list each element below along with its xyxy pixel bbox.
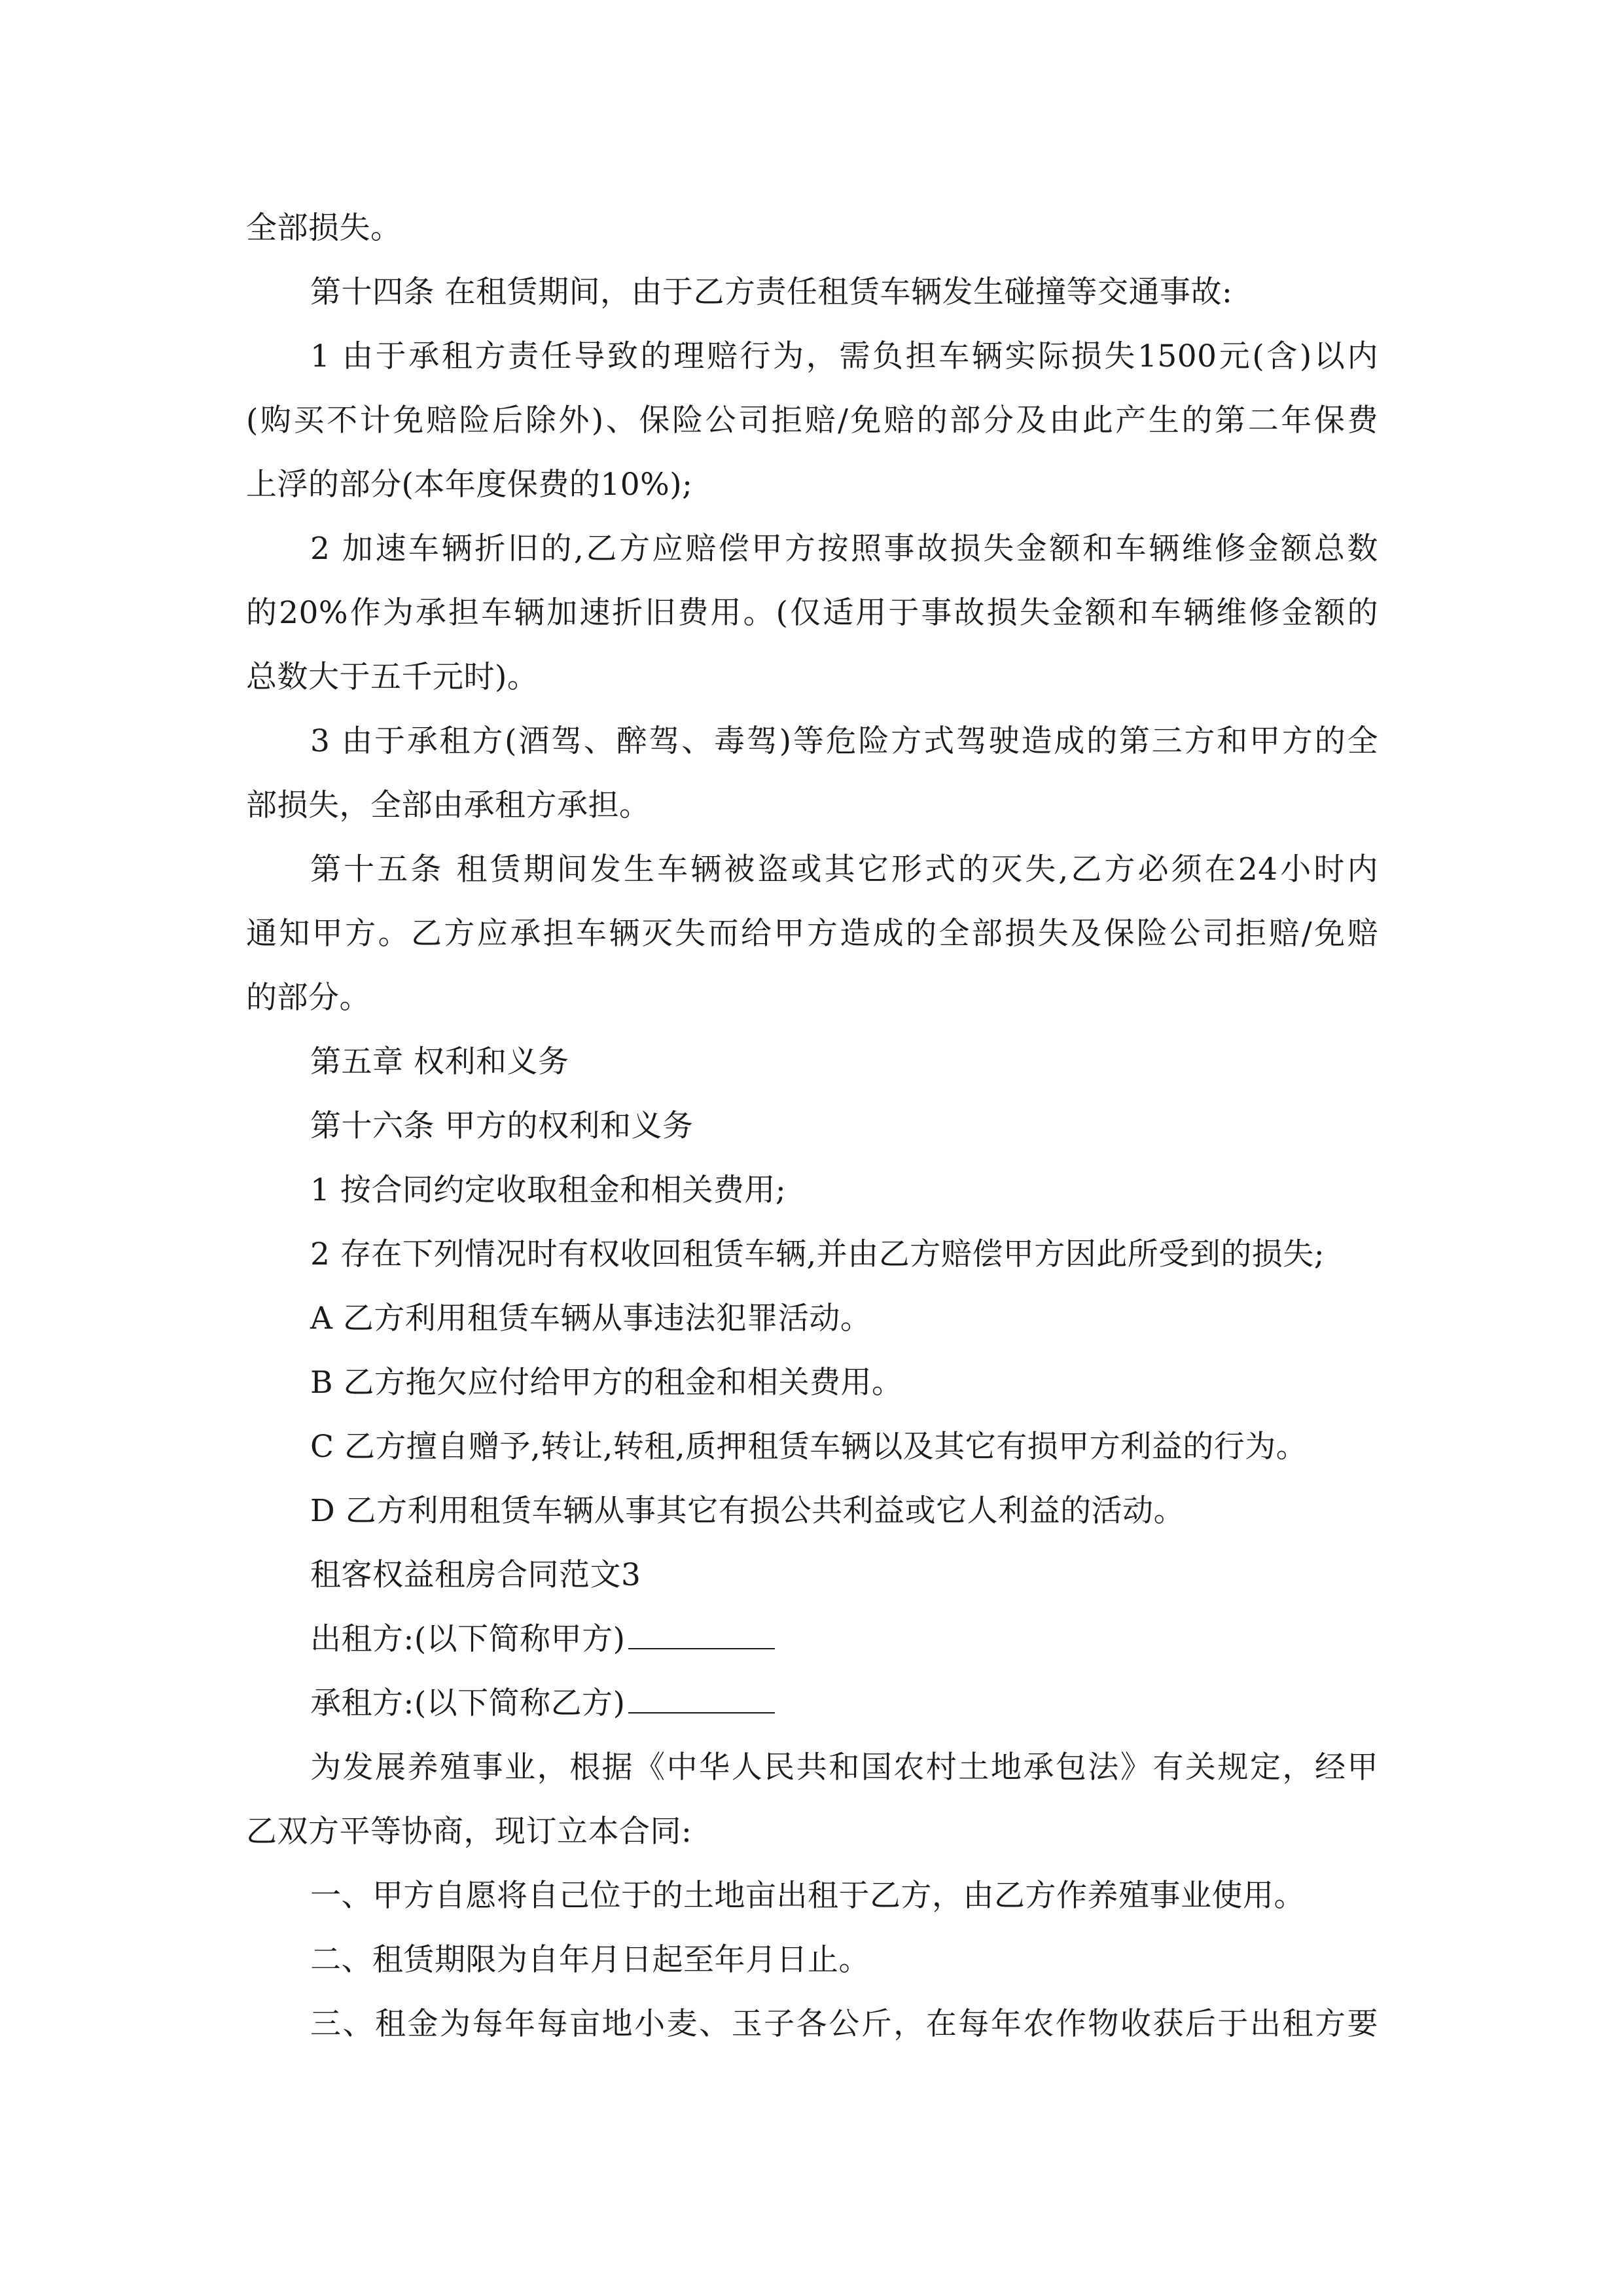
- list-item: D 乙方利用租赁车辆从事其它有损公共利益或它人利益的活动。: [310, 1493, 1185, 1529]
- article-15-heading: 第十五条 租赁期间发生车辆被盗或其它形式的灭失,乙方必须在24小时内: [310, 852, 1378, 888]
- text-line: 的部分。: [246, 980, 370, 1016]
- text-line: 上浮的部分(本年度保费的10%);: [246, 467, 693, 503]
- chapter-5-heading: 第五章 权利和义务: [310, 1044, 569, 1080]
- lessor-line: [246, 1607, 1378, 1672]
- lessor-label: 出租方:(以下简称甲方): [310, 1621, 626, 1657]
- list-item: 2 存在下列情况时有权收回租赁车辆,并由乙方赔偿甲方因此所受到的损失;: [310, 1236, 1325, 1272]
- list-item: A 乙方利用租赁车辆从事违法犯罪活动。: [310, 1300, 872, 1336]
- list-item: B 乙方拖欠应付给甲方的租金和相关费用。: [310, 1365, 903, 1401]
- contract-title: 租客权益租房合同范文3: [310, 1557, 641, 1593]
- text-line: 总数大于五千元时)。: [246, 659, 539, 695]
- text-line: 通知甲方。乙方应承担车辆灭失而给甲方造成的全部损失及保险公司拒赔/免赔: [246, 916, 1378, 952]
- text-line: 乙双方平等协商，现订立本合同:: [246, 1814, 692, 1850]
- list-item: 1 按合同约定收取租金和相关费用;: [310, 1172, 787, 1208]
- lessee-line: [246, 1672, 1378, 1736]
- text-line: 的20%作为承担车辆加速折旧费用。(仅适用于事故损失金额和车辆维修金额的: [246, 595, 1378, 631]
- article-14-heading: 第十四条 在租赁期间，由于乙方责任租赁车辆发生碰撞等交通事故:: [310, 274, 1233, 310]
- lessee-blank: [628, 1676, 775, 1713]
- text-line: 为发展养殖事业，根据《中华人民共和国农村土地承包法》有关规定，经甲: [310, 1749, 1378, 1785]
- article-16-heading: 第十六条 甲方的权利和义务: [310, 1108, 694, 1144]
- text-line: 3 由于承租方(酒驾、醉驾、毒驾)等危险方式驾驶造成的第三方和甲方的全: [310, 723, 1378, 759]
- text-line: 部损失，全部由承租方承担。: [246, 787, 651, 823]
- clause-3: 三、租金为每年每亩地小麦、玉子各公斤，在每年农作物收获后于出租方要: [310, 2006, 1378, 2042]
- document-page: [246, 196, 1378, 2056]
- clause-1: 一、甲方自愿将自己位于的土地亩出租于乙方，由乙方作养殖事业使用。: [310, 1878, 1305, 1914]
- text-line: 1 由于承租方责任导致的理赔行为，需负担车辆实际损失1500元(含)以内: [310, 338, 1378, 374]
- text-line: 全部损失。: [246, 210, 402, 246]
- text-line: (购买不计免赔险后除外)、保险公司拒赔/免赔的部分及由此产生的第二年保费: [246, 403, 1378, 439]
- clause-2: 二、租赁期限为自年月日起至年月日止。: [310, 1942, 870, 1978]
- lessee-label: 承租方:(以下简称乙方): [310, 1685, 626, 1721]
- list-item: C 乙方擅自赠予,转让,转租,质押租赁车辆以及其它有损甲方利益的行为。: [310, 1429, 1308, 1465]
- text-line: 2 加速车辆折旧的,乙方应赔偿甲方按照事故损失金额和车辆维修金额总数: [310, 531, 1378, 567]
- lessor-blank: [628, 1611, 775, 1649]
